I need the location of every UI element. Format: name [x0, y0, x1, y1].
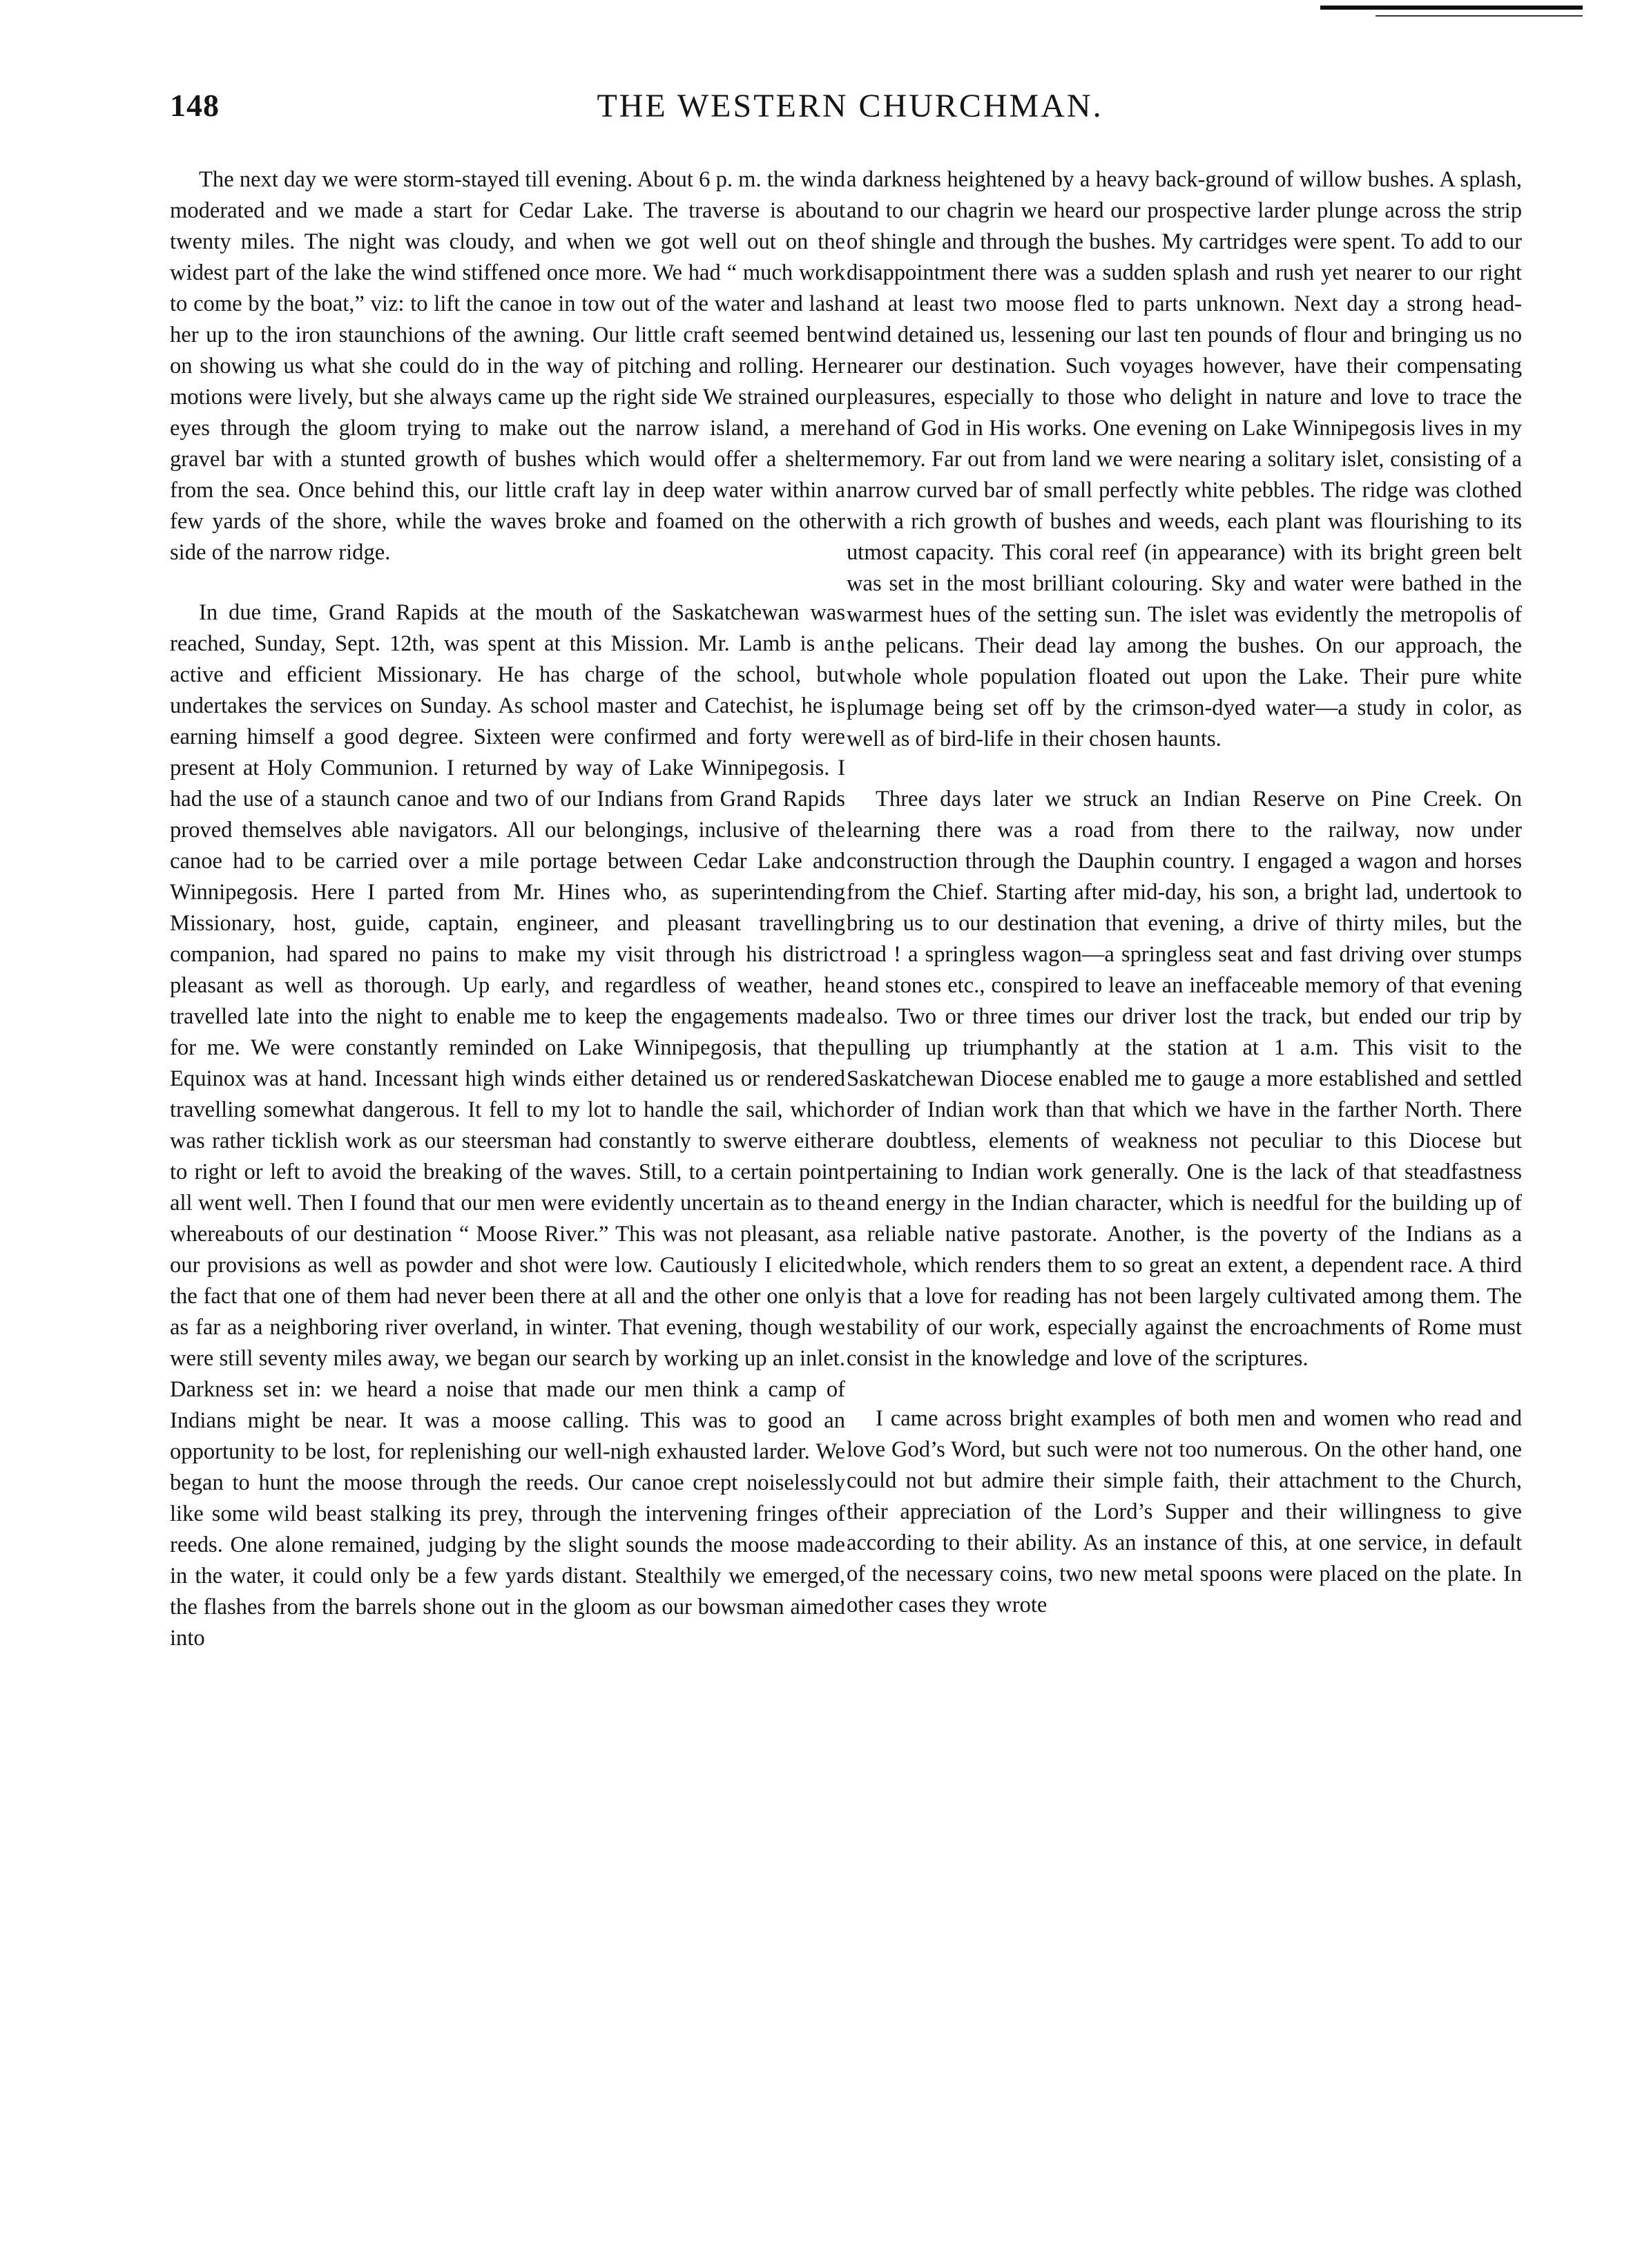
top-rule-thin: [1376, 15, 1583, 17]
right-column: [847, 164, 1522, 1621]
page-number: 148: [170, 88, 220, 123]
running-title: THE WESTERN CHURCHMAN.: [597, 88, 1103, 124]
top-rule: [1320, 6, 1583, 10]
left-column: [170, 164, 845, 1654]
left-paragraph-2: In due time, Grand Rapids at the mouth of the Saskatchewan was reached, Sunday, Sept. 12th, was spent at this Mission. Mr. Lamb is an active and efficient Missionary. He has charge of the school, but undertakes the services on Sunday. As school master and Catechist, he is earning himself a good degree. Sixteen were confirmed and forty were present at Holy Communion. I returned by way of Lake Winnipegosis. I had the use of a staunch canoe and two of our Indians from Grand Rapids proved themselves able navigators. All our belongings, inclusive of the canoe had to be carried over a mile portage between Cedar Lake and Winnipegosis. Here I parted from Mr. Hines who, as superintending Missionary, host, guide, captain, engineer, and pleasant travelling companion, had spared no pains to make my visit through his district pleasant as well as thorough. Up early, and regardless of weather, he travelled late into the night to enable me to keep the engagements made for me. We were constantly reminded on Lake Winnipegosis, that the Equinox was at hand. Incessant high winds either detained us or rendered travelling somewhat dangerous. It fell to my lot to handle the sail, which was rather ticklish work as our steersman had constantly to swerve either to right or left to avoid the breaking of the waves. Still, to a certain point all went well. Then I found that our men were evidently uncertain as to the whereabouts of our destination “ Moose River.” This was not pleasant, as our provisions as well as powder and shot were low. Cautiously I elicited the fact that one of them had never been there at all and the other one only as far as a neighboring river overland, in winter. That evening, though we were still seventy miles away, we began our search by working up an inlet. Darkness set in: we heard a noise that made our men think a camp of Indians might be near. It was a moose calling. This was to good an opportunity to be lost, for replenishing our well-nigh exhausted larder. We began to hunt the moose through the reeds. Our canoe crept noiselessly like some wild beast stalking its prey, through the intervening fringes of reeds. One alone remained, judging by the slight sounds the moose made in the water, it could only be a few yards distant. Stealthily we emerged, the flashes from the barrels shone out in the gloom as our bowsman aimed into: [170, 600, 845, 1651]
right-paragraph-1: a darkness heightened by a heavy back-ground of willow bushes. A splash, and to our chagrin we heard our prospective larder plunge across the strip of shingle and through the bushes. My cartridges were spent. To add to our disappointment there was a sudden splash and rush yet nearer to our right and at least two moose fled to parts unknown. Next day a strong head-wind detained us, lessening our last ten pounds of flour and bringing us no nearer our destination. Such voyages however, have their compensating pleasures, especially to those who delight in nature and love to trace the hand of God in His works. One evening on Lake Winnipegosis lives in my memory. Far out from land we were nearing a solitary islet, consisting of a narrow curved bar of small perfectly white pebbles. The ridge was clothed with a rich growth of bushes and weeds, each plant was flourishing to its utmost capacity. This coral reef (in appearance) with its bright green belt was set in the most brilliant colouring. Sky and water were bathed in the warmest hues of the setting sun. The islet was evidently the metropolis of the pelicans. Their dead lay among the bushes. On our approach, the whole whole population floated out upon the Lake. Their pure white plumage being set off by the crimson-dyed water—a study in color, as well as of bird-life in their chosen haunts.: [847, 167, 1522, 751]
right-paragraph-3: I came across bright examples of both men and women who read and love God’s Word, but such were not too numerous. On the other hand, one could not but admire their simple faith, their attachment to the Church, their appreciation of the Lord’s Supper and their willingness to give according to their ability. As an instance of this, at one service, in default of the necessary coins, two new metal spoons were placed on the plate. In other cases they wrote: [847, 1406, 1522, 1617]
left-paragraph-1: The next day we were storm-stayed till evening. About 6 p. m. the wind moderated and we made a start for Cedar Lake. The traverse is about twenty miles. The night was cloudy, and when we got well out on the widest part of the lake the wind stiffened once more. We had “ much work to come by the boat,” viz: to lift the canoe in tow out of the water and lash her up to the iron staunchions of the awning. Our little craft seemed bent on showing us what she could do in the way of pitching and rolling. Her motions were lively, but she always came up the right side We strained our eyes through the gloom trying to make out the narrow island, a mere gravel bar with a stunted growth of bushes which would offer a shelter from the sea. Once behind this, our little craft lay in deep water within a few yards of the shore, while the waves broke and foamed on the other side of the narrow ridge.: [170, 167, 845, 565]
right-paragraph-2: Three days later we struck an Indian Reserve on Pine Creek. On learning there was a road from there to the railway, now under construction through the Dauphin country. I engaged a wagon and horses from the Chief. Starting after mid-day, his son, a bright lad, undertook to bring us to our destination that evening, a drive of thirty miles, but the road ! a springless wagon—a springless seat and fast driving over stumps and stones etc., conspired to leave an ineffaceable memory of that evening also. Two or three times our driver lost the track, but ended our trip by pulling up triumphantly at the station at 1 a.m. This visit to the Saskatchewan Diocese enabled me to gauge a more established and settled order of Indian work than that which we have in the farther North. There are doubtless, elements of weakness not peculiar to this Diocese but pertaining to Indian work generally. One is the lack of that steadfastness and energy in the Indian character, which is needful for the building up of a reliable native pastorate. Another, is the poverty of the Indians as a whole, which renders them to so great an extent, a dependent race. A third is that a love for reading has not been largely cultivated among them. The stability of our work, especially against the encroachments of Rome must consist in the knowledge and love of the scriptures.: [847, 787, 1522, 1371]
page-header: [170, 87, 1530, 142]
